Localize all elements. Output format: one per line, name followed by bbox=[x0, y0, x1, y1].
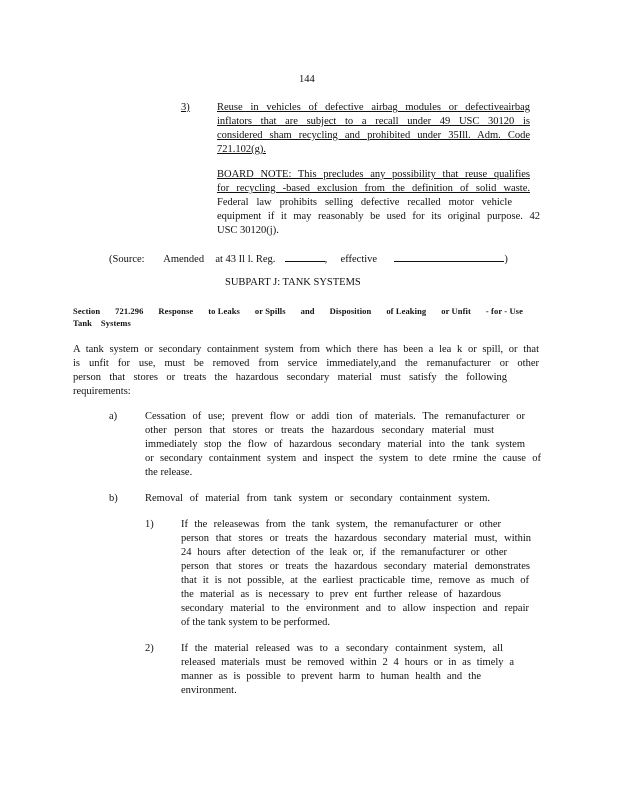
section-heading-line-2: Tank Systems bbox=[73, 318, 131, 328]
source-line bbox=[109, 251, 508, 267]
subpart-title: SUBPART J: TANK SYSTEMS bbox=[225, 277, 361, 288]
board-note-line-4: equipment if it may reasonably be used for its original purpose. 42 bbox=[217, 211, 540, 222]
item-b1-line-5: that it is not possible, at the earliest practicable time, remove as much of bbox=[181, 575, 529, 586]
item-b1-line-4: person that stores or treats the hazardous secondary material demonstrates bbox=[181, 561, 530, 572]
board-note-line-5: USC 30120(j). bbox=[217, 225, 279, 236]
item-b2-label: 2) bbox=[145, 643, 154, 654]
item-a-line-3: immediately stop the flow of hazardous secondary material into the tank system bbox=[145, 439, 525, 450]
item-b2-line-1: If the material released was to a secondary containment system, all bbox=[181, 643, 503, 654]
item-b1-line-7: secondary material to the environment and to allow inspection and repair bbox=[181, 603, 529, 614]
item-b1-label: 1) bbox=[145, 519, 154, 530]
item-b2-line-2: released materials must be removed within 2 4 hours or in as timely a bbox=[181, 657, 514, 668]
board-note-line-1: BOARD NOTE: This precludes any possibility that reuse qualifies bbox=[217, 169, 530, 180]
item-b2-line-3: manner as is possible to prevent harm to human health and the bbox=[181, 671, 481, 682]
intro-line-4: requirements: bbox=[73, 386, 131, 397]
item-3-line-1: Reuse in vehicles of defective airbag modules or defectiveairbag bbox=[217, 102, 530, 113]
item-b1-line-3: 24 hours after detection of the leak or, if the remanufacturer or other bbox=[181, 547, 507, 558]
board-note-line-3: Federal law prohibits selling defective recalled motor vehicle bbox=[217, 197, 512, 208]
intro-line-2: is unfit for use, must be removed from service immediately,and the remanufacturer or other bbox=[73, 358, 539, 369]
source-ref: at 43 Il l. Reg. bbox=[215, 254, 276, 265]
item-b1-line-2: person that stores or treats the hazardous secondary material must, within bbox=[181, 533, 531, 544]
source-amended: Amended bbox=[163, 254, 205, 265]
item-a-line-5: the release. bbox=[145, 467, 193, 478]
source-prefix: (Source: bbox=[109, 254, 145, 265]
source-comma: , bbox=[324, 254, 328, 265]
effective-date-blank bbox=[394, 251, 504, 262]
item-b-line: Removal of material from tank system or secondary containment system. bbox=[145, 493, 490, 504]
board-note-line-2: for recycling -based exclusion from the definition of solid waste. bbox=[217, 183, 530, 194]
item-b-label: b) bbox=[109, 493, 118, 504]
intro-line-3: person that stores or treats the hazardous secondary material must satisfy the following bbox=[73, 372, 507, 383]
page-number: 144 bbox=[299, 74, 315, 85]
source-close: ) bbox=[504, 254, 508, 265]
source-effective: effective bbox=[340, 254, 378, 265]
item-b1-line-8: of the tank system to be performed. bbox=[181, 617, 330, 628]
intro-line-1: A tank system or secondary containment system from which there has been a lea k or spill, or that bbox=[73, 344, 539, 355]
item-a-line-4: or secondary containment system and inspect the system to dete rmine the cause of bbox=[145, 453, 541, 464]
item-3-line-4: 721.102(g). bbox=[217, 144, 266, 155]
item-3-line-3: considered sham recycling and prohibited under 35Ill. Adm. Code bbox=[217, 130, 530, 141]
section-heading-line-1: Section 721.296 Response to Leaks or Spills and Disposition of Leaking or Unfit - for - Use bbox=[73, 306, 523, 316]
item-3-label: 3) bbox=[181, 102, 190, 113]
item-b1-line-1: If the releasewas from the tank system, the remanufacturer or other bbox=[181, 519, 501, 530]
item-a-line-1: Cessation of use; prevent flow or addi tion of materials. The remanufacturer or bbox=[145, 411, 525, 422]
item-3-line-2: inflators that are subject to a recall under 49 USC 30120 is bbox=[217, 116, 530, 127]
item-a-label: a) bbox=[109, 411, 118, 422]
register-blank bbox=[285, 251, 325, 262]
item-b2-line-4: environment. bbox=[181, 685, 237, 696]
item-a-line-2: other person that stores or treats the hazardous secondary material must bbox=[145, 425, 494, 436]
item-b1-line-6: the material as is necessary to prev ent further release of hazardous bbox=[181, 589, 501, 600]
